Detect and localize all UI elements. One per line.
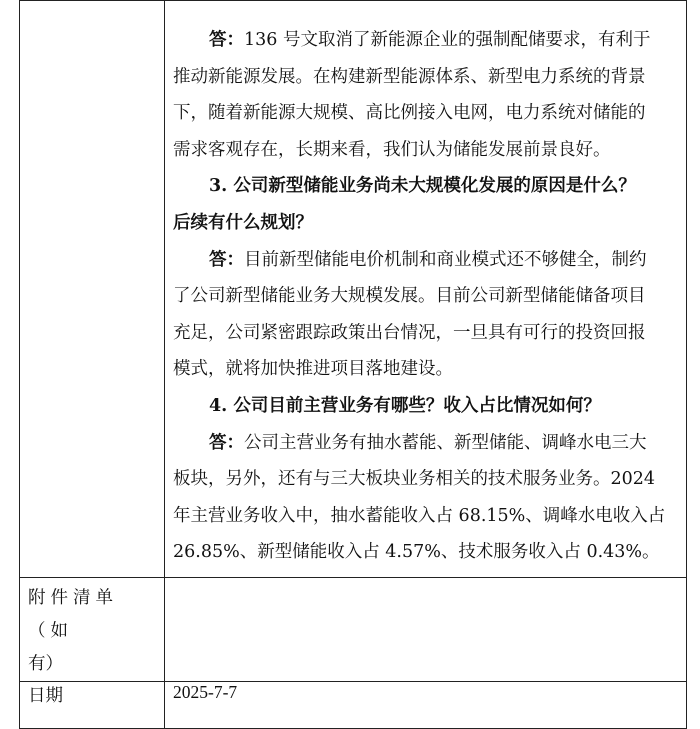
record-table <box>19 0 687 729</box>
date-value: 2025-7-7 <box>165 681 687 728</box>
question-3-line-1: 3. 公司新型储能业务尚未大规模化发展的原因是什么？ <box>209 176 636 197</box>
answer-136-line-2: 推动新能源发展。在构建新型能源体系、新型电力系统的背景 <box>173 66 646 87</box>
content-cell <box>165 1 687 578</box>
answer-4-line-3: 年主营业务收入中，抽水蓄能收入占 68.15%、调峰水电收入占 <box>173 505 666 526</box>
date-row <box>20 681 687 728</box>
attachments-value <box>165 577 687 681</box>
question-3-line-2: 后续有什么规划？ <box>173 212 313 233</box>
answer-3-line-1: 答：目前新型储能电价机制和商业模式还不够健全，制约 <box>209 249 647 270</box>
attachments-row <box>20 577 687 681</box>
answer-4-line-4: 26.85%、新型储能收入占 4.57%、技术服务收入占 0.43%。 <box>173 542 660 563</box>
content-label-cell <box>20 1 165 578</box>
answer-136-line-3: 下，随着新能源大规模、高比例接入电网，电力系统对储能的 <box>173 103 646 124</box>
answer-136-line-4: 需求客观存在，长期来看，我们认为储能发展前景良好。 <box>173 139 611 160</box>
content-row <box>20 1 687 578</box>
answer-3-line-3: 充足，公司紧密跟踪政策出台情况，一旦具有可行的投资回报 <box>173 322 646 343</box>
answer-4-line-1: 答：公司主营业务有抽水蓄能、新型储能、调峰水电三大 <box>209 432 647 453</box>
answer-3-line-2: 了公司新型储能业务大规模发展。目前公司新型储能储备项目 <box>173 286 646 307</box>
question-4-line-1: 4. 公司目前主营业务有哪些？收入占比情况如何？ <box>209 395 601 416</box>
answer-4-line-2: 板块，另外，还有与三大板块业务相关的技术服务业务。2024 <box>173 469 656 490</box>
attachments-label: 附件清单（如 有） <box>20 577 165 681</box>
date-label: 日期 <box>20 681 165 728</box>
answer-3-line-4: 模式，就将加快推进项目落地建设。 <box>173 359 453 380</box>
answer-136-line-1: 答：136 号文取消了新能源企业的强制配储要求，有利于 <box>209 30 651 50</box>
